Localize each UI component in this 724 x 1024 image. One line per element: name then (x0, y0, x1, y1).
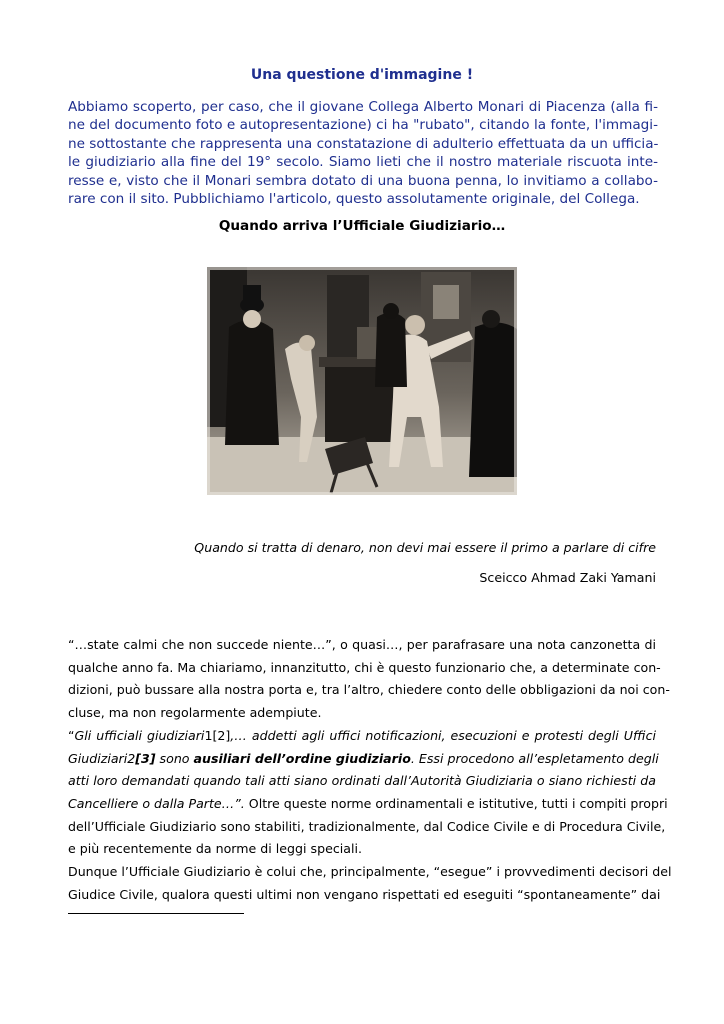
intro-line: Abbiamo scoperto, per caso, che il giovane Collega Alberto Monari di Piacenza (alla fi- (68, 99, 658, 115)
intro-line: ne del documento foto e autopresentazione) ci ha "rubato", citando la fonte, l'immagi- (68, 117, 658, 134)
body-line: e più recentemente da norme di leggi speciali. (68, 841, 362, 857)
body-line (68, 770, 656, 793)
quote-text: Cancelliere o dalla Parte…”. (68, 795, 245, 811)
article-subtitle: Quando arriva l’Ufficiale Giudiziario… (218, 218, 506, 234)
emphasis-text: ausiliari dell’ordine giudiziario (193, 750, 411, 766)
historical-photo (207, 267, 517, 495)
body-line (68, 725, 656, 748)
intro-line: le giudiziario alla fine del 19° secolo. Siamo lieti che il nostro materiale riscuota inte- (68, 154, 658, 171)
article-body (68, 634, 672, 906)
photo-illustration (207, 267, 517, 495)
body-line (68, 793, 668, 816)
quote-text: Gli ufficiali giudiziari (74, 727, 205, 743)
footnote-ref[interactable]: 1[2] (204, 727, 231, 743)
body-line: dell’Ufficiale Giudiziario sono stabiliti, tradizionalmente, dal Codice Civile e di Procedura Civile, (68, 818, 666, 834)
epigraph-author: Sceicco Ahmad Zaki Yamani (479, 570, 656, 585)
body-line: “…state calmi che non succede niente…”, o quasi…, per parafrasare una nota canzonetta di (68, 637, 656, 652)
intro-paragraph (68, 98, 658, 208)
body-line: Giudice Civile, qualora questi ultimi non vengano rispettati ed eseguiti “spontaneamente” dai (68, 886, 661, 902)
body-text: Oltre queste norme ordinamentali e istitutive, tutti i compiti propri (244, 795, 668, 811)
body-line: Dunque l’Ufficiale Giudiziario è colui che, principalmente, “esegue” i provvedimenti decisori del (68, 864, 672, 880)
body-line (68, 748, 659, 771)
footnote-ref[interactable]: [3] (135, 750, 156, 766)
quote-text: . Essi procedono all’espletamento degli (410, 750, 659, 766)
intro-line: rare con il sito. Pubblichiamo l'articolo, questo assolutamente originale, del Collega. (68, 191, 640, 208)
quote-text: Giudiziari (68, 750, 128, 766)
epigraph-quote: Quando si tratta di denaro, non devi mai essere il primo a parlare di cifre (194, 540, 656, 555)
quote-text: atti loro demandati quando tali atti siano ordinati dall’Autorità Giudiziaria o siano richiesti da (68, 773, 656, 789)
intro-line: ne sottostante che rappresenta una constatazione di adulterio effettuata da un ufficia- (68, 135, 659, 152)
footnote-separator (68, 913, 244, 914)
footnote-ref[interactable]: 2 (127, 750, 136, 766)
quote-text: ,… addetti agli uffici notificazioni, esecuzioni e protesti degli Uffici (230, 727, 656, 743)
open-quote: “ (68, 727, 75, 743)
body-line: cluse, ma non regolarmente adempiute. (68, 705, 322, 721)
quote-text: sono (155, 750, 194, 766)
intro-line: resse e, visto che il Monari sembra dotato di una buona penna, lo invitiamo a collabo- (68, 172, 658, 189)
body-line: qualche anno fa. Ma chiariamo, innanzitutto, chi è questo funzionario che, a determinate con- (68, 659, 661, 675)
body-line: dizioni, può bussare alla nostra porta e, tra l’altro, chiedere conto delle obbligazioni da noi con- (68, 682, 670, 698)
document-title: Una questione d'immagine ! (250, 67, 474, 83)
